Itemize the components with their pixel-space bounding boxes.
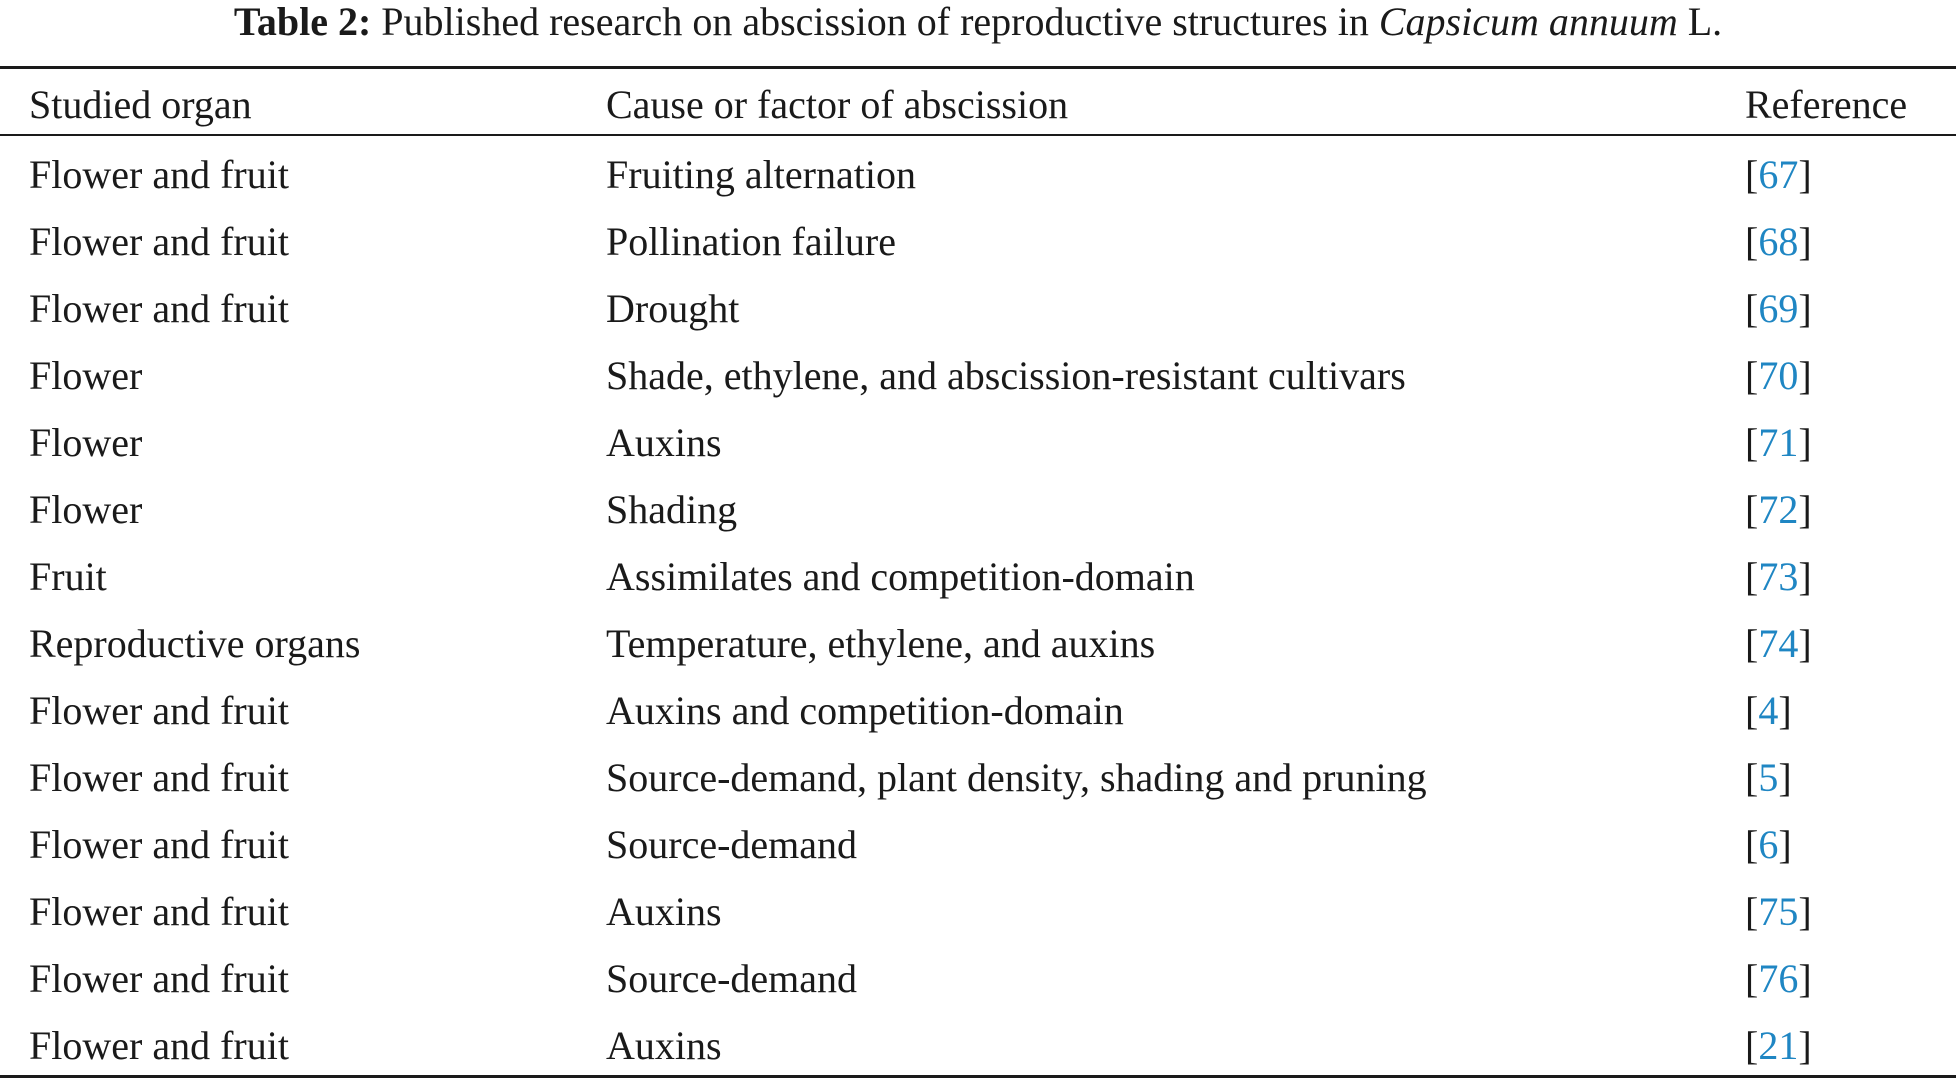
header-cause: Cause or factor of abscission — [606, 82, 1069, 127]
table-caption — [0, 0, 1956, 44]
open-bracket: [ — [1745, 1023, 1759, 1068]
cell-studied-organ: Reproductive organs — [29, 621, 361, 666]
close-bracket: ] — [1798, 353, 1812, 398]
reference-link[interactable]: 73 — [1758, 554, 1799, 599]
close-bracket: ] — [1798, 487, 1812, 532]
cell-reference — [1745, 543, 1812, 610]
cell-cause: Auxins and competition-domain — [606, 688, 1124, 733]
cell-studied-organ: Flower and fruit — [29, 286, 289, 331]
cell-reference — [1745, 1012, 1812, 1079]
cell-reference — [1745, 409, 1812, 476]
table-row — [0, 677, 1956, 744]
cell-reference — [1745, 744, 1792, 811]
cell-reference — [1745, 677, 1792, 744]
table-row — [0, 543, 1956, 610]
cell-cause: Auxins — [606, 1023, 722, 1068]
open-bracket: [ — [1745, 554, 1759, 599]
close-bracket: ] — [1798, 152, 1812, 197]
reference-link[interactable]: 70 — [1758, 353, 1799, 398]
table-row — [0, 744, 1956, 811]
cell-studied-organ: Flower — [29, 420, 143, 465]
cell-reference — [1745, 476, 1812, 543]
close-bracket: ] — [1798, 420, 1812, 465]
reference-link[interactable]: 71 — [1758, 420, 1799, 465]
cell-studied-organ: Flower and fruit — [29, 1023, 289, 1068]
cell-reference — [1745, 945, 1812, 1012]
reference-link[interactable]: 69 — [1758, 286, 1799, 331]
open-bracket: [ — [1745, 621, 1759, 666]
cell-cause: Drought — [606, 286, 740, 331]
close-bracket: ] — [1798, 889, 1812, 934]
cell-cause: Auxins — [606, 889, 722, 934]
reference-link[interactable]: 6 — [1758, 822, 1779, 867]
caption-label: Table 2: — [233, 0, 372, 44]
table-row — [0, 208, 1956, 275]
reference-link[interactable]: 76 — [1758, 956, 1799, 1001]
table-top-rule — [0, 66, 1956, 69]
cell-studied-organ: Flower — [29, 353, 143, 398]
table-header-rule — [0, 134, 1956, 136]
cell-reference — [1745, 208, 1812, 275]
cell-cause: Auxins — [606, 420, 722, 465]
table-row — [0, 342, 1956, 409]
open-bracket: [ — [1745, 286, 1759, 331]
header-studied-organ: Studied organ — [29, 82, 252, 127]
table-header-row — [0, 75, 1956, 135]
cell-studied-organ: Flower — [29, 487, 143, 532]
close-bracket: ] — [1778, 688, 1792, 733]
caption-authority: L. — [1687, 0, 1723, 44]
close-bracket: ] — [1778, 822, 1792, 867]
reference-link[interactable]: 5 — [1758, 755, 1779, 800]
table-row — [0, 275, 1956, 342]
cell-cause: Source-demand, plant density, shading and pruning — [606, 755, 1427, 800]
cell-cause: Pollination failure — [606, 219, 896, 264]
open-bracket: [ — [1745, 889, 1759, 934]
header-reference: Reference — [1745, 82, 1908, 127]
open-bracket: [ — [1745, 219, 1759, 264]
table-row — [0, 476, 1956, 543]
cell-studied-organ: Flower and fruit — [29, 688, 289, 733]
reference-link[interactable]: 74 — [1758, 621, 1799, 666]
cell-studied-organ: Flower and fruit — [29, 822, 289, 867]
cell-studied-organ: Fruit — [29, 554, 107, 599]
cell-cause: Source-demand — [606, 956, 858, 1001]
cell-reference — [1745, 342, 1812, 409]
close-bracket: ] — [1798, 1023, 1812, 1068]
cell-cause: Source-demand — [606, 822, 858, 867]
table-bottom-rule — [0, 1075, 1956, 1078]
cell-reference — [1745, 811, 1792, 878]
cell-cause: Fruiting alternation — [606, 152, 916, 197]
cell-reference — [1745, 141, 1812, 208]
reference-link[interactable]: 67 — [1758, 152, 1799, 197]
open-bracket: [ — [1745, 755, 1759, 800]
table-row — [0, 878, 1956, 945]
open-bracket: [ — [1745, 152, 1759, 197]
open-bracket: [ — [1745, 487, 1759, 532]
open-bracket: [ — [1745, 822, 1759, 867]
table-row — [0, 610, 1956, 677]
cell-studied-organ: Flower and fruit — [29, 219, 289, 264]
reference-link[interactable]: 75 — [1758, 889, 1799, 934]
open-bracket: [ — [1745, 688, 1759, 733]
cell-studied-organ: Flower and fruit — [29, 889, 289, 934]
close-bracket: ] — [1778, 755, 1792, 800]
cell-studied-organ: Flower and fruit — [29, 956, 289, 1001]
reference-link[interactable]: 21 — [1758, 1023, 1799, 1068]
close-bracket: ] — [1798, 286, 1812, 331]
open-bracket: [ — [1745, 420, 1759, 465]
caption-text: Published research on abscission of reproductive structures in — [381, 0, 1369, 44]
open-bracket: [ — [1745, 956, 1759, 1001]
cell-cause: Temperature, ethylene, and auxins — [606, 621, 1156, 666]
cell-reference — [1745, 610, 1812, 677]
close-bracket: ] — [1798, 621, 1812, 666]
cell-cause: Assimilates and competition-domain — [606, 554, 1195, 599]
cell-reference — [1745, 275, 1812, 342]
reference-link[interactable]: 4 — [1758, 688, 1779, 733]
cell-reference — [1745, 878, 1812, 945]
close-bracket: ] — [1798, 554, 1812, 599]
cell-cause: Shading — [606, 487, 738, 532]
cell-cause: Shade, ethylene, and abscission-resistant cultivars — [606, 353, 1406, 398]
table-row — [0, 945, 1956, 1012]
caption-species: Capsicum annuum — [1378, 0, 1678, 44]
reference-link[interactable]: 68 — [1758, 219, 1799, 264]
open-bracket: [ — [1745, 353, 1759, 398]
reference-link[interactable]: 72 — [1758, 487, 1799, 532]
table-row — [0, 141, 1956, 208]
table-row — [0, 1012, 1956, 1079]
table-row — [0, 409, 1956, 476]
cell-studied-organ: Flower and fruit — [29, 152, 289, 197]
table-row — [0, 811, 1956, 878]
cell-studied-organ: Flower and fruit — [29, 755, 289, 800]
close-bracket: ] — [1798, 956, 1812, 1001]
close-bracket: ] — [1798, 219, 1812, 264]
